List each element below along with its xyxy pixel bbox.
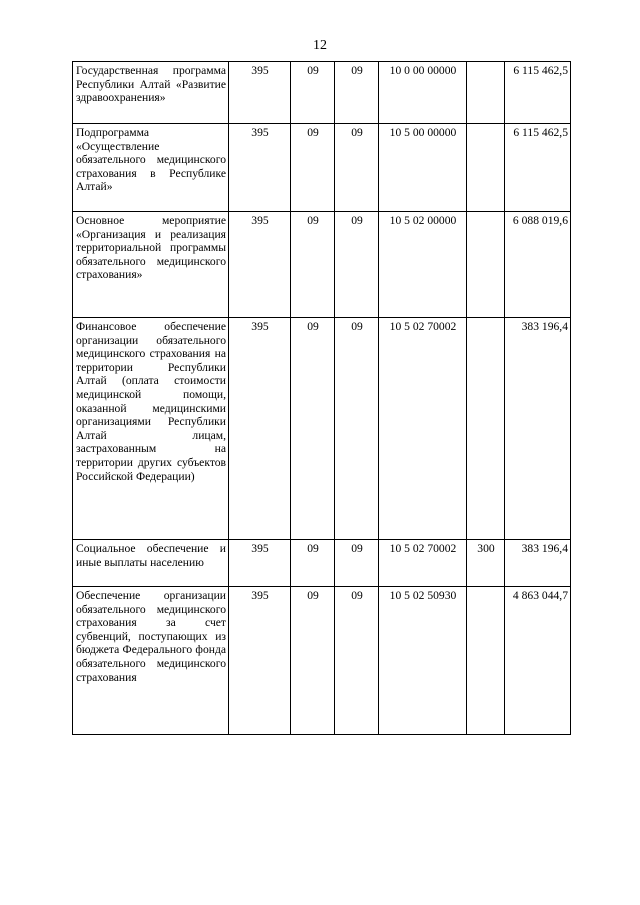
table-row xyxy=(73,587,571,735)
expense-type-cell xyxy=(467,212,505,318)
expense-type-cell xyxy=(467,318,505,540)
section-code-cell: 09 xyxy=(291,540,335,587)
table-row xyxy=(73,124,571,212)
amount-cell: 383 196,4 xyxy=(505,540,571,587)
ministry-code-cell: 395 xyxy=(229,587,291,735)
amount-cell: 4 863 044,7 xyxy=(505,587,571,735)
table-row xyxy=(73,318,571,540)
row-name-cell: Социальное обеспечение и иные выплаты населению xyxy=(73,540,229,587)
ministry-code-cell: 395 xyxy=(229,212,291,318)
row-name-cell: Обеспечение организации обязательного медицинского страхования за счет субвенций, поступающих из бюджета Федерального фонда обязательного медицинского страхования xyxy=(73,587,229,735)
ministry-code-cell: 395 xyxy=(229,318,291,540)
subsection-code-cell: 09 xyxy=(335,587,379,735)
section-code-cell: 09 xyxy=(291,62,335,124)
section-code-cell: 09 xyxy=(291,124,335,212)
expense-type-cell: 300 xyxy=(467,540,505,587)
amount-cell: 6 088 019,6 xyxy=(505,212,571,318)
ministry-code-cell: 395 xyxy=(229,540,291,587)
target-code-cell: 10 0 00 00000 xyxy=(379,62,467,124)
subsection-code-cell: 09 xyxy=(335,540,379,587)
subsection-code-cell: 09 xyxy=(335,124,379,212)
target-code-cell: 10 5 02 70002 xyxy=(379,540,467,587)
target-code-cell: 10 5 02 50930 xyxy=(379,587,467,735)
row-name-cell: Основное мероприятие «Организация и реализация территориальной программы обязательного медицинского страхования» xyxy=(73,212,229,318)
amount-cell: 6 115 462,5 xyxy=(505,124,571,212)
section-code-cell: 09 xyxy=(291,212,335,318)
subsection-code-cell: 09 xyxy=(335,62,379,124)
target-code-cell: 10 5 02 00000 xyxy=(379,212,467,318)
expense-type-cell xyxy=(467,62,505,124)
section-code-cell: 09 xyxy=(291,587,335,735)
budget-table xyxy=(72,61,571,735)
row-name-cell: Государственная программа Республики Алтай «Развитие здравоохранения» xyxy=(73,62,229,124)
target-code-cell: 10 5 00 00000 xyxy=(379,124,467,212)
row-name-cell: Подпрограмма «Осуществление обязательного медицинского страхования в Республике Алтай» xyxy=(73,124,229,212)
target-code-cell: 10 5 02 70002 xyxy=(379,318,467,540)
amount-cell: 6 115 462,5 xyxy=(505,62,571,124)
expense-type-cell xyxy=(467,124,505,212)
ministry-code-cell: 395 xyxy=(229,124,291,212)
row-name-cell: Финансовое обеспечение организации обязательного медицинского страхования на территории Республики Алтай (оплата стоимости медицинской помощи, оказанной медицинскими организациями Республики Алтай лицам, застрахованным на территории других субъектов Российской Федерации) xyxy=(73,318,229,540)
section-code-cell: 09 xyxy=(291,318,335,540)
ministry-code-cell: 395 xyxy=(229,62,291,124)
amount-cell: 383 196,4 xyxy=(505,318,571,540)
table-row xyxy=(73,212,571,318)
expense-type-cell xyxy=(467,587,505,735)
subsection-code-cell: 09 xyxy=(335,212,379,318)
table-row xyxy=(73,540,571,587)
subsection-code-cell: 09 xyxy=(335,318,379,540)
table-row xyxy=(73,62,571,124)
page-number: 12 xyxy=(313,38,327,53)
